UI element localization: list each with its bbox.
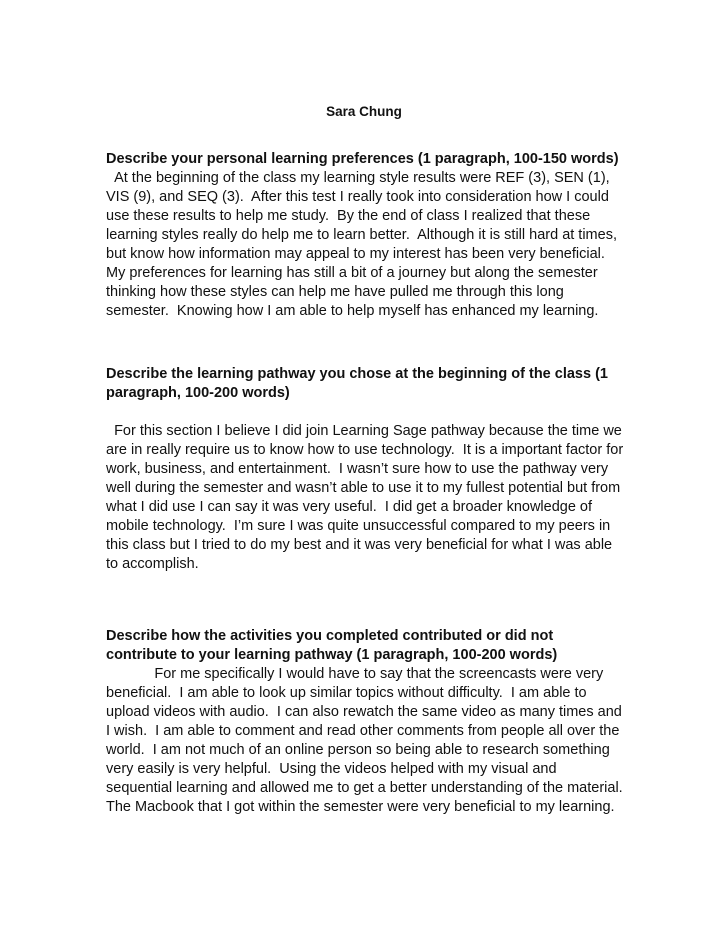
section-activities-contribution (106, 627, 631, 817)
section-learning-pathway (106, 365, 626, 574)
section-prompt: Describe the learning pathway you chose at the beginning of the class (1 paragraph, 100-200 words) (106, 366, 613, 401)
section-prompt: Describe how the activities you completed contributed or did not contribute to your learning pathway (1 paragraph, 100-200 words) (106, 628, 558, 663)
section-answer: At the beginning of the class my learning style results were REF (3), SEN (1), VIS (9), and SEQ (3). After this test I really took into consideration how I could use these results to help me study. By the end of class I realized that these learning styles really do help me to learn better. Although it is still hard at times, but know how information may appeal to my interest has been very beneficial. My preferences for learning has still a bit of a journey but along the semester thinking how these styles can help me have pulled me through this long semester. Knowing how I am able to help myself has enhanced my learning. (106, 170, 622, 319)
section-answer: For me specifically I would have to say that the screencasts were very beneficial. I am able to look up similar topics without difficulty. I am able to upload videos with audio. I can also rewatch the same video as many times and I wish. I am able to comment and read other comments from people all over the world. I am not much of an online person so being able to research something very easily is very helpful. Using the videos helped with my visual and sequential learning and allowed me to get a better understanding of the material. The Macbook that I got within the semester were very beneficial to my learning. (106, 666, 631, 815)
section-answer: For this section I believe I did join Learning Sage pathway because the time we are in really require us to know how to use technology. It is a important factor for work, business, and entertainment. I wasn’t sure how to use the pathway very well during the semester and wasn’t able to use it to my fullest potential but from what I did use I can say it was very useful. I did get a broader knowledge of mobile technology. I’m sure I was quite unsuccessful compared to my peers in this class but I tried to do my best and it was very beneficial for what I was able to accomplish. (106, 423, 628, 572)
section-prompt: Describe your personal learning preferences (1 paragraph, 100-150 words) (106, 151, 619, 167)
section-learning-preferences (106, 150, 626, 321)
author-name: Sara Chung (326, 104, 402, 119)
